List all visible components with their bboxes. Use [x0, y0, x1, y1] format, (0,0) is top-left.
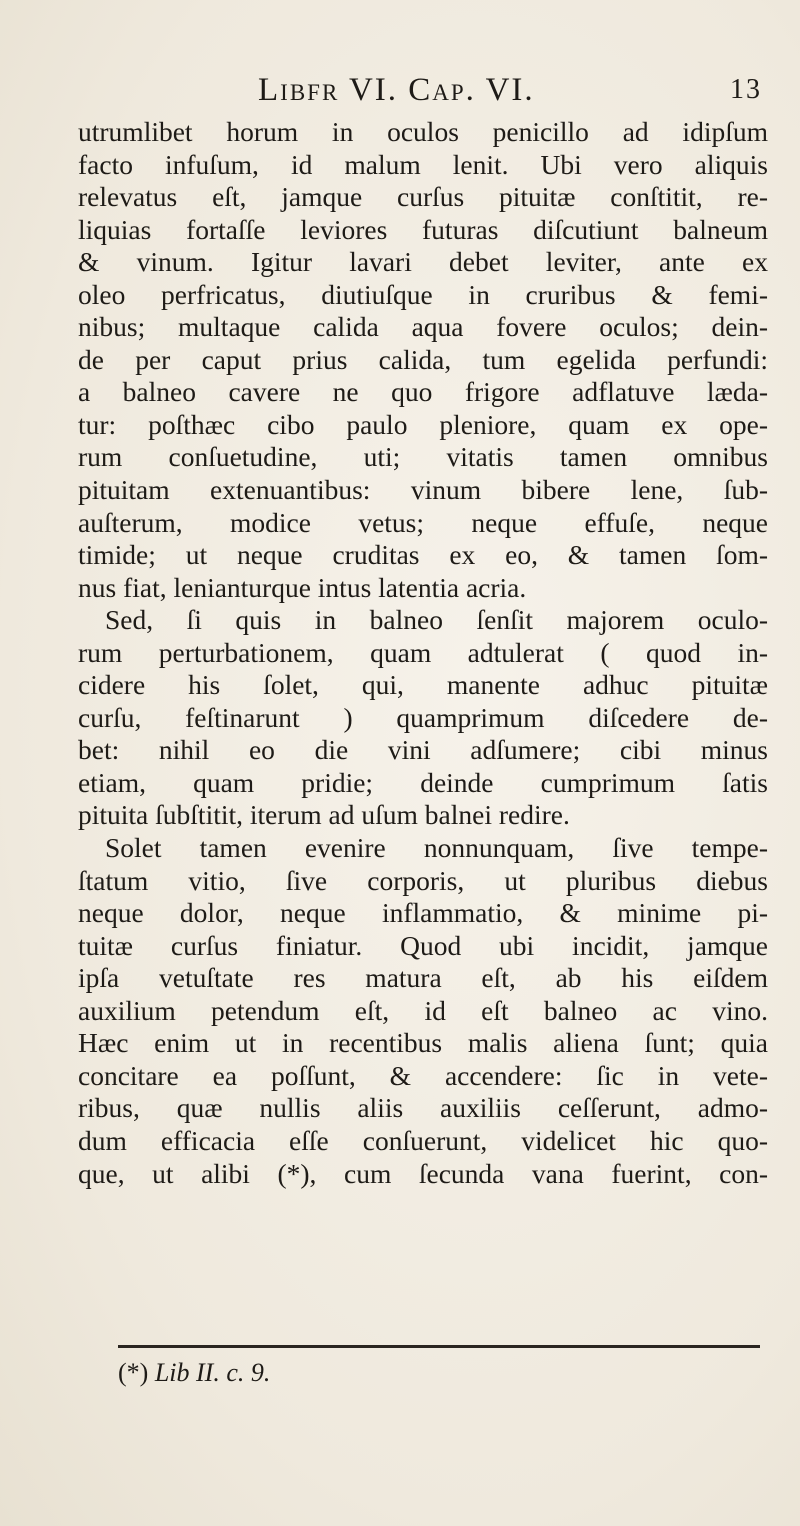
- text-line: ſtatum vitio, ſive corporis, ut pluribus diebus: [78, 864, 768, 896]
- text-line: Sed, ſi quis in balneo ſenſit majorem oculo-: [105, 604, 768, 636]
- text-line: etiam, quam pridie; deinde cumprimum ſatis: [78, 766, 768, 798]
- text-line: liquias fortaſſe leviores futuras diſcutiunt balneum: [78, 213, 768, 245]
- text-line: tur: poſthæc cibo paulo pleniore, quam ex ope-: [78, 408, 768, 440]
- text-line: auxilium petendum eſt, id eſt balneo ac vino.: [78, 994, 768, 1026]
- running-title: Libfr VI. Cap. VI.: [258, 72, 535, 108]
- text-line: a balneo cavere ne quo frigore adflatuve læda-: [78, 376, 768, 408]
- text-line: que, ut alibi (*), cum ſecunda vana fuerint, con-: [78, 1157, 768, 1189]
- text-line: rum conſuetudine, uti; vitatis tamen omnibus: [78, 441, 768, 473]
- text-line: bet: nihil eo die vini adſumere; cibi minus: [78, 734, 768, 766]
- text-line: Hæc enim ut in recentibus malis aliena ſunt; quia: [78, 1027, 768, 1059]
- text-line: ipſa vetuſtate res matura eſt, ab his eiſdem: [78, 962, 768, 994]
- body-text: [78, 116, 768, 1190]
- text-line: curſu, feſtinarunt ) quamprimum diſcedere de-: [78, 701, 768, 733]
- text-line: facto infuſum, id malum lenit. Ubi vero aliquis: [78, 148, 768, 180]
- footnote-marker: (*): [118, 1358, 149, 1387]
- running-header: [258, 72, 778, 116]
- text-line: auſterum, modice vetus; neque effuſe, neque: [78, 506, 768, 538]
- text-line: & vinum. Igitur lavari debet leviter, ante ex: [78, 246, 768, 278]
- text-line: utrumlibet horum in oculos penicillo ad idipſum: [78, 116, 768, 147]
- text-line: concitare ea poſſunt, & accendere: ſic in vete-: [78, 1059, 768, 1091]
- text-line: oleo perfricatus, diutiuſque in cruribus & femi-: [78, 278, 768, 310]
- footnote: [118, 1358, 270, 1388]
- footnote-rule: [118, 1345, 760, 1348]
- text-line: ribus, quæ nullis aliis auxiliis ceſſerunt, admo-: [78, 1092, 768, 1124]
- text-line: nibus; multaque calida aqua fovere oculos; dein-: [78, 311, 768, 343]
- text-line: pituita ſubſtitit, iterum ad uſum balnei redire.: [78, 799, 570, 831]
- text-line: de per caput prius calida, tum egelida perfundi:: [78, 343, 768, 375]
- page-number: 13: [730, 74, 762, 105]
- text-line: cidere his ſolet, qui, manente adhuc pituitæ: [78, 669, 768, 701]
- text-line: neque dolor, neque inflammatio, & minime pi-: [78, 897, 768, 929]
- text-line: nus fiat, lenianturque intus latentia acria.: [78, 571, 527, 603]
- text-line: rum perturbationem, quam adtulerat ( quod in-: [78, 636, 768, 668]
- text-line: pituitam extenuantibus: vinum bibere lene, ſub-: [78, 474, 768, 506]
- text-line: dum efficacia eſſe conſuerunt, videlicet hic quo-: [78, 1124, 768, 1156]
- text-line: Solet tamen evenire nonnunquam, ſive tempe-: [105, 832, 768, 864]
- footnote-citation: Lib II. c. 9.: [154, 1358, 271, 1387]
- text-line: tuitæ curſus finiatur. Quod ubi incidit, jamque: [78, 929, 768, 961]
- text-line: timide; ut neque cruditas ex eo, & tamen ſom-: [78, 539, 768, 571]
- text-line: relevatus eſt, jamque curſus pituitæ conſtitit, re-: [78, 181, 768, 213]
